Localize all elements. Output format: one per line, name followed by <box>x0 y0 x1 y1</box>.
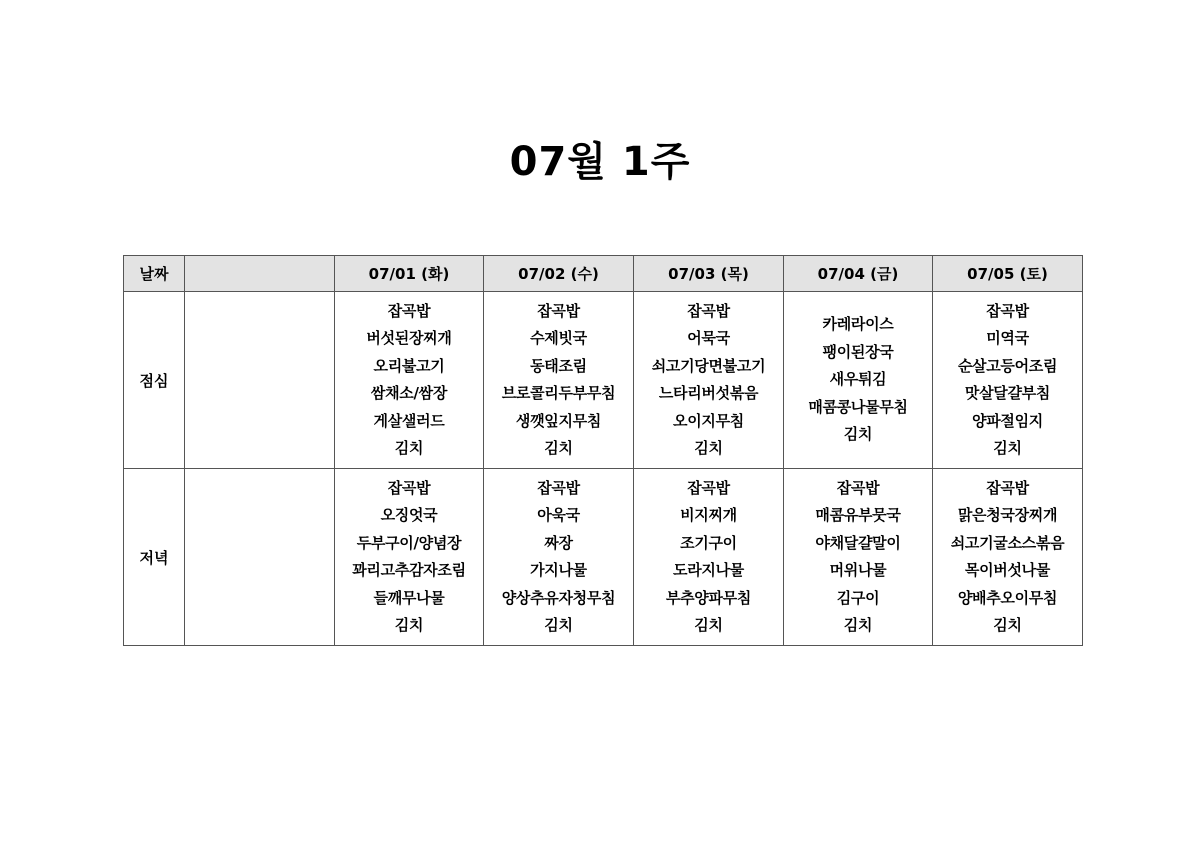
dish-item: 오징엇국 <box>380 506 438 524</box>
menu-cell <box>634 292 784 469</box>
menu-cell <box>784 469 933 646</box>
dish-item: 쇠고기굴소스볶음 <box>950 533 1065 552</box>
dish-item: 양파절임지 <box>972 411 1043 430</box>
dish-item: 목이버섯나물 <box>964 561 1051 579</box>
dish-item: 두부구이/양념장 <box>356 533 462 552</box>
lunch-row <box>124 292 1083 469</box>
dish-item: 부추양파무침 <box>665 588 752 607</box>
dish-item: 짜장 <box>544 533 573 552</box>
day-header-0701: 07/01 (화) <box>335 256 484 292</box>
dish-item: 잡곡밥 <box>986 301 1029 320</box>
dish-item: 새우튀김 <box>829 370 887 389</box>
dish-item: 수제빗국 <box>530 329 587 347</box>
dish-item: 팽이된장국 <box>822 342 894 361</box>
dish-item: 김치 <box>544 439 573 457</box>
dish-item: 쇠고기당면불고기 <box>651 356 766 375</box>
dish-list <box>484 475 633 640</box>
dish-list <box>335 475 483 640</box>
header-row <box>124 256 1083 292</box>
day-header-0705: 07/05 (토) <box>933 256 1083 292</box>
dish-item: 김치 <box>394 616 424 634</box>
dish-list <box>484 298 633 463</box>
dish-item: 아욱국 <box>537 506 580 524</box>
dish-item: 맛살달걀부침 <box>964 384 1051 402</box>
dish-item: 잡곡밥 <box>986 478 1029 497</box>
menu-cell <box>335 469 484 646</box>
menu-cell <box>784 292 933 469</box>
menu-cell <box>484 292 634 469</box>
dish-item: 머위나물 <box>829 561 887 579</box>
dish-item: 꽈리고추감자조림 <box>352 561 466 579</box>
day-header-0702: 07/02 (수) <box>484 256 634 292</box>
dish-item: 도라지나물 <box>673 561 744 579</box>
dish-item: 조기구이 <box>680 533 737 552</box>
dish-item: 잡곡밥 <box>537 301 580 320</box>
dish-item: 맑은청국장찌개 <box>957 506 1058 524</box>
dish-item: 김구이 <box>836 588 880 607</box>
dish-item: 김치 <box>843 616 873 634</box>
dish-item: 김치 <box>694 616 723 634</box>
dish-item: 잡곡밥 <box>537 478 580 497</box>
dish-item: 가지나물 <box>530 561 587 579</box>
dish-list <box>933 298 1082 463</box>
blank-header <box>185 256 335 292</box>
dish-item: 카레라이스 <box>822 315 894 334</box>
dish-item: 김치 <box>394 439 424 457</box>
page-title: 07월 1주 <box>509 139 691 185</box>
dish-item: 순살고등어조림 <box>957 356 1058 375</box>
dish-item: 미역국 <box>986 329 1029 347</box>
dish-item: 잡곡밥 <box>687 301 730 320</box>
dish-item: 쌈채소/쌈장 <box>370 384 448 402</box>
date-header: 날짜 <box>124 256 185 292</box>
blank-cell <box>185 469 335 646</box>
dish-item: 잡곡밥 <box>836 478 880 497</box>
dish-item: 오이지무침 <box>673 411 744 430</box>
menu-cell <box>933 292 1083 469</box>
dish-item: 잡곡밥 <box>387 478 431 497</box>
dish-item: 잡곡밥 <box>687 478 730 497</box>
dish-item: 어묵국 <box>687 329 730 347</box>
day-header-0704: 07/04 (금) <box>784 256 933 292</box>
dish-item: 양배추오이무침 <box>957 588 1058 607</box>
dinner-row <box>124 469 1083 646</box>
dish-item: 버섯된장찌개 <box>366 329 452 347</box>
blank-cell <box>185 292 335 469</box>
day-header-0703: 07/03 (목) <box>634 256 784 292</box>
dish-item: 양상추유자청무침 <box>501 588 616 607</box>
dish-list <box>335 298 483 463</box>
dish-item: 오리불고기 <box>373 356 445 375</box>
dish-item: 느타리버섯볶음 <box>658 384 759 402</box>
dish-list <box>933 475 1082 640</box>
dish-list <box>784 311 932 449</box>
dish-item: 들깨무나물 <box>373 588 445 607</box>
meal-label-lunch: 점심 <box>124 292 185 469</box>
dish-item: 브로콜리두부무침 <box>501 384 616 402</box>
menu-cell <box>634 469 784 646</box>
dish-item: 김치 <box>993 616 1022 634</box>
dish-item: 김치 <box>694 439 723 457</box>
dish-item: 동태조림 <box>530 356 587 375</box>
dish-item: 잡곡밥 <box>387 301 431 320</box>
menu-cell <box>484 469 634 646</box>
dish-item: 비지찌개 <box>680 506 737 524</box>
dish-item: 김치 <box>544 616 573 634</box>
dish-item: 매콤콩나물무침 <box>808 397 908 416</box>
menu-cell <box>335 292 484 469</box>
menu-cell <box>933 469 1083 646</box>
dish-list <box>634 475 783 640</box>
dish-list <box>784 475 932 640</box>
dish-item: 게살샐러드 <box>373 411 445 430</box>
weekly-menu-table <box>123 255 1083 646</box>
meal-label-dinner: 저녁 <box>124 469 185 646</box>
dish-item: 김치 <box>843 425 873 444</box>
dish-list <box>634 298 783 463</box>
dish-item: 김치 <box>993 439 1022 457</box>
dish-item: 매콤유부뭇국 <box>815 506 901 524</box>
dish-item: 생깻잎지무침 <box>515 411 602 430</box>
dish-item: 야채달걀말이 <box>815 533 901 552</box>
